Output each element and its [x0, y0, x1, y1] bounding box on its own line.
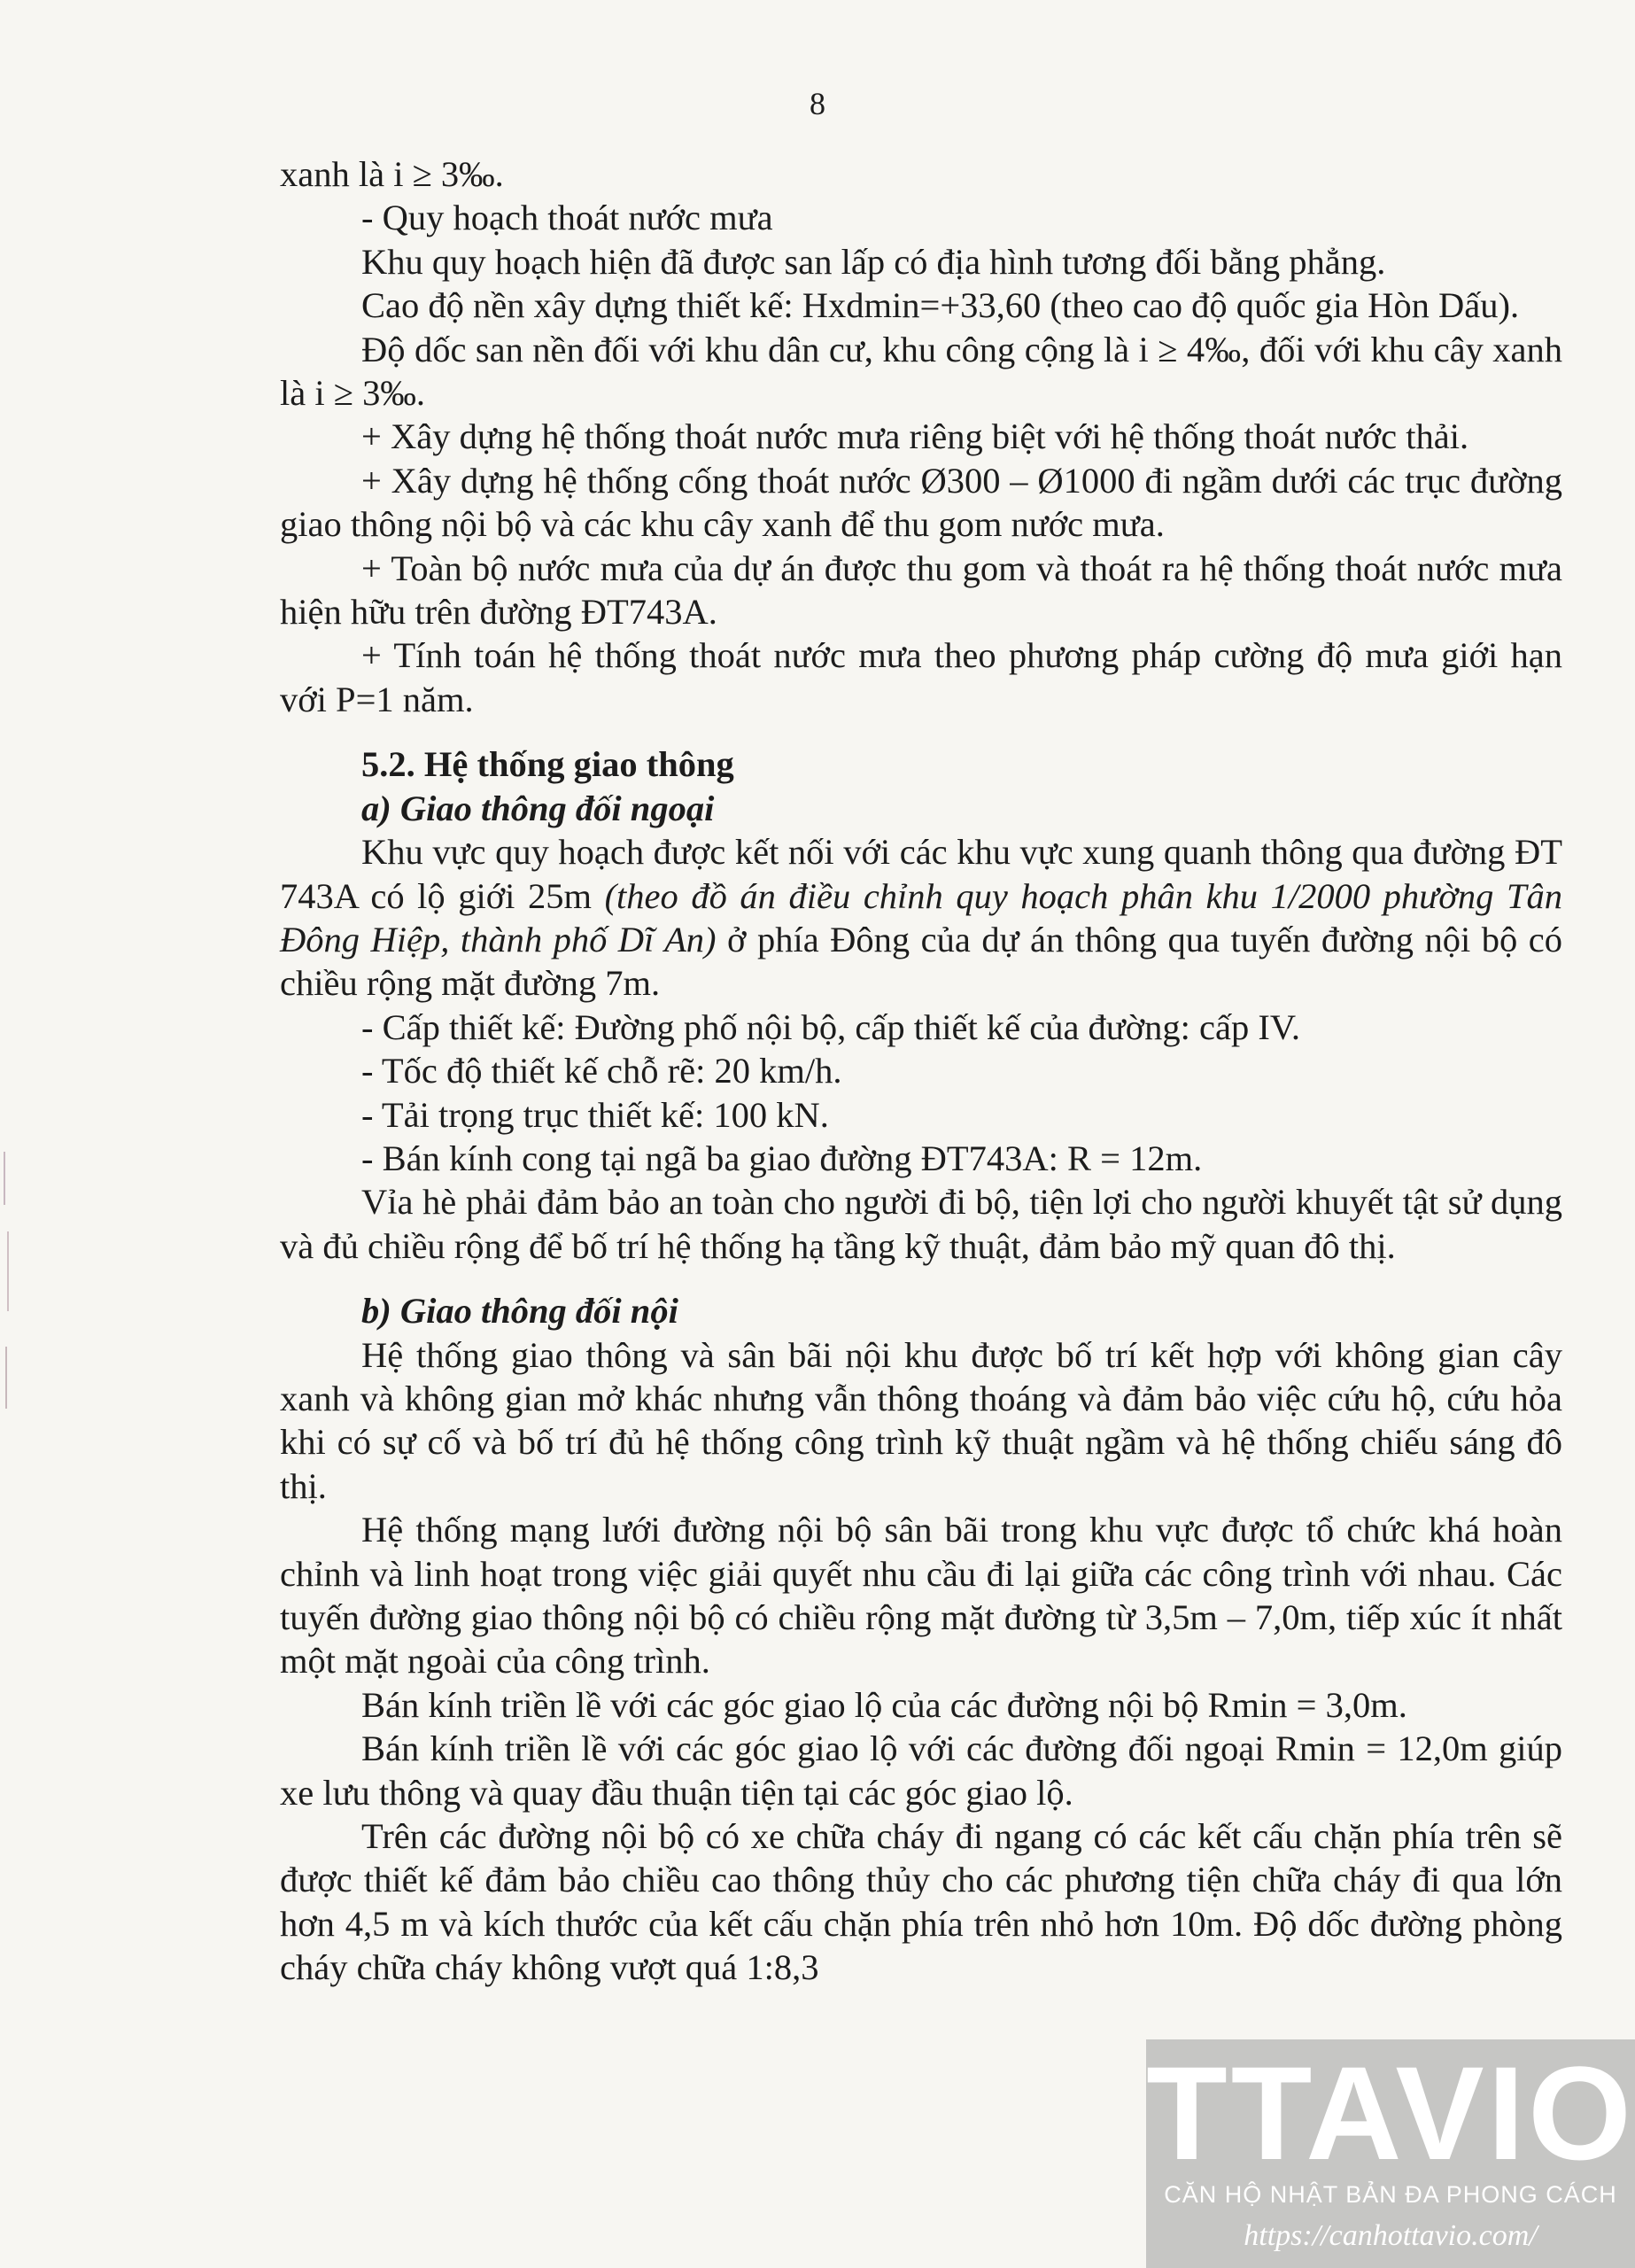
watermark-logo: TTAVIO: [1146, 2039, 1635, 2187]
paragraph-text: Khu vực quy hoạch được kết nối với các khu vực xung quanh thông qua đường ĐT 743A có lộ giới 25m: [280, 832, 1562, 916]
paragraph: Trên các đường nội bộ có xe chữa cháy đi ngang có các kết cấu chặn phía trên sẽ được thiết kế đảm bảo chiều cao thông thủy cho các phương tiện chữa cháy đi qua lớn hơn 4,5 m và kích thước của kết cấu chặn phía trên nhỏ hơn 10m. Độ dốc đường phòng cháy chữa cháy không vượt quá 1:8,3: [280, 1816, 1562, 1988]
section-heading: 5.2. Hệ thống giao thông: [361, 744, 734, 785]
design-spec-item: - Bán kính cong tại ngã ba giao đường ĐT743A: R = 12m.: [361, 1138, 1203, 1178]
paragraph: [280, 830, 1562, 1006]
design-spec-item: - Cấp thiết kế: Đường phố nội bộ, cấp thiết kế của đường: cấp IV.: [361, 1006, 1301, 1047]
document-body: [280, 152, 1562, 1990]
subsection-heading-a: a) Giao thông đối ngoại: [361, 788, 715, 828]
paragraph-italic-text: (theo đồ án điều chỉnh quy hoạch phân khu 1/2000 phường Tân Đông Hiệp, thành phố Dĩ An): [280, 875, 1562, 959]
paragraph: Hệ thống giao thông và sân bãi nội khu được bố trí kết hợp với không gian cây xanh và không gian mở khác nhưng vẫn thông thoáng và đảm bảo việc cứu hộ, cứu hỏa khi có sự cố và bố trí đủ hệ thống công trình kỹ thuật ngầm và hệ thống chiếu sáng đô thị.: [280, 1334, 1562, 1506]
subsection-heading-b: b) Giao thông đối nội: [361, 1291, 678, 1332]
paragraph: Bán kính triền lề với các góc giao lộ của các đường nội bộ Rmin = 3,0m.: [361, 1684, 1407, 1725]
subheading-rain-drainage: - Quy hoạch thoát nước mưa: [361, 198, 773, 238]
design-spec-item: - Tốc độ thiết kế chỗ rẽ: 20 km/h.: [361, 1051, 842, 1091]
paragraph: + Xây dựng hệ thống cống thoát nước Ø300 – Ø1000 đi ngầm dưới các trục đường giao thông nội bộ và các khu cây xanh để thu gom nước mưa.: [280, 460, 1562, 545]
watermark-url: https://canhottavio.com/: [1244, 2219, 1538, 2252]
paragraph: + Toàn bộ nước mưa của dự án được thu gom và thoát ra hệ thống thoát nước mưa hiện hữu trên đường ĐT743A.: [280, 548, 1562, 633]
watermark-tagline: CĂN HỘ NHẬT BẢN ĐA PHONG CÁCH: [1164, 2181, 1617, 2208]
paragraph: + Tính toán hệ thống thoát nước mưa theo phương pháp cường độ mưa giới hạn với P=1 năm.: [280, 635, 1562, 719]
paragraph: Khu quy hoạch hiện đã được san lấp có địa hình tương đối bằng phẳng.: [361, 241, 1386, 282]
paragraph: Độ dốc san nền đối với khu dân cư, khu công cộng là i ≥ 4‰, đối với khu cây xanh là i ≥ 3‰.: [280, 329, 1562, 414]
scan-edge-marks: [0, 1143, 19, 1426]
paragraph-text: ở phía Đông của dự án thông qua tuyến đường nội bộ có chiều rộng mặt đường 7m.: [280, 919, 1562, 1004]
paragraph: Cao độ nền xây dựng thiết kế: Hxdmin=+33,60 (theo cao độ quốc gia Hòn Dấu).: [361, 285, 1520, 326]
paragraph: Vỉa hè phải đảm bảo an toàn cho người đi bộ, tiện lợi cho người khuyết tật sử dụng và đủ chiều rộng để bố trí hệ thống hạ tầng kỹ thuật, đảm bảo mỹ quan đô thị.: [280, 1182, 1562, 1266]
paragraph: Bán kính triền lề với các góc giao lộ với các đường đối ngoại Rmin = 12,0m giúp xe lưu thông và quay đầu thuận tiện tại các góc giao lộ.: [280, 1728, 1562, 1813]
watermark: [1146, 2039, 1635, 2268]
text-line: xanh là i ≥ 3‰.: [280, 154, 504, 194]
paragraph: Hệ thống mạng lưới đường nội bộ sân bãi trong khu vực được tổ chức khá hoàn chỉnh và linh hoạt trong việc giải quyết nhu cầu đi lại giữa các công trình với nhau. Các tuyến đường giao thông nội bộ có chiều rộng mặt đường từ 3,5m – 7,0m, tiếp xúc ít nhất một mặt ngoài của công trình.: [280, 1510, 1562, 1682]
page-number: 8: [810, 86, 825, 121]
paragraph: + Xây dựng hệ thống thoát nước mưa riêng biệt với hệ thống thoát nước thải.: [361, 416, 1469, 457]
design-spec-item: - Tải trọng trục thiết kế: 100 kN.: [361, 1094, 829, 1135]
